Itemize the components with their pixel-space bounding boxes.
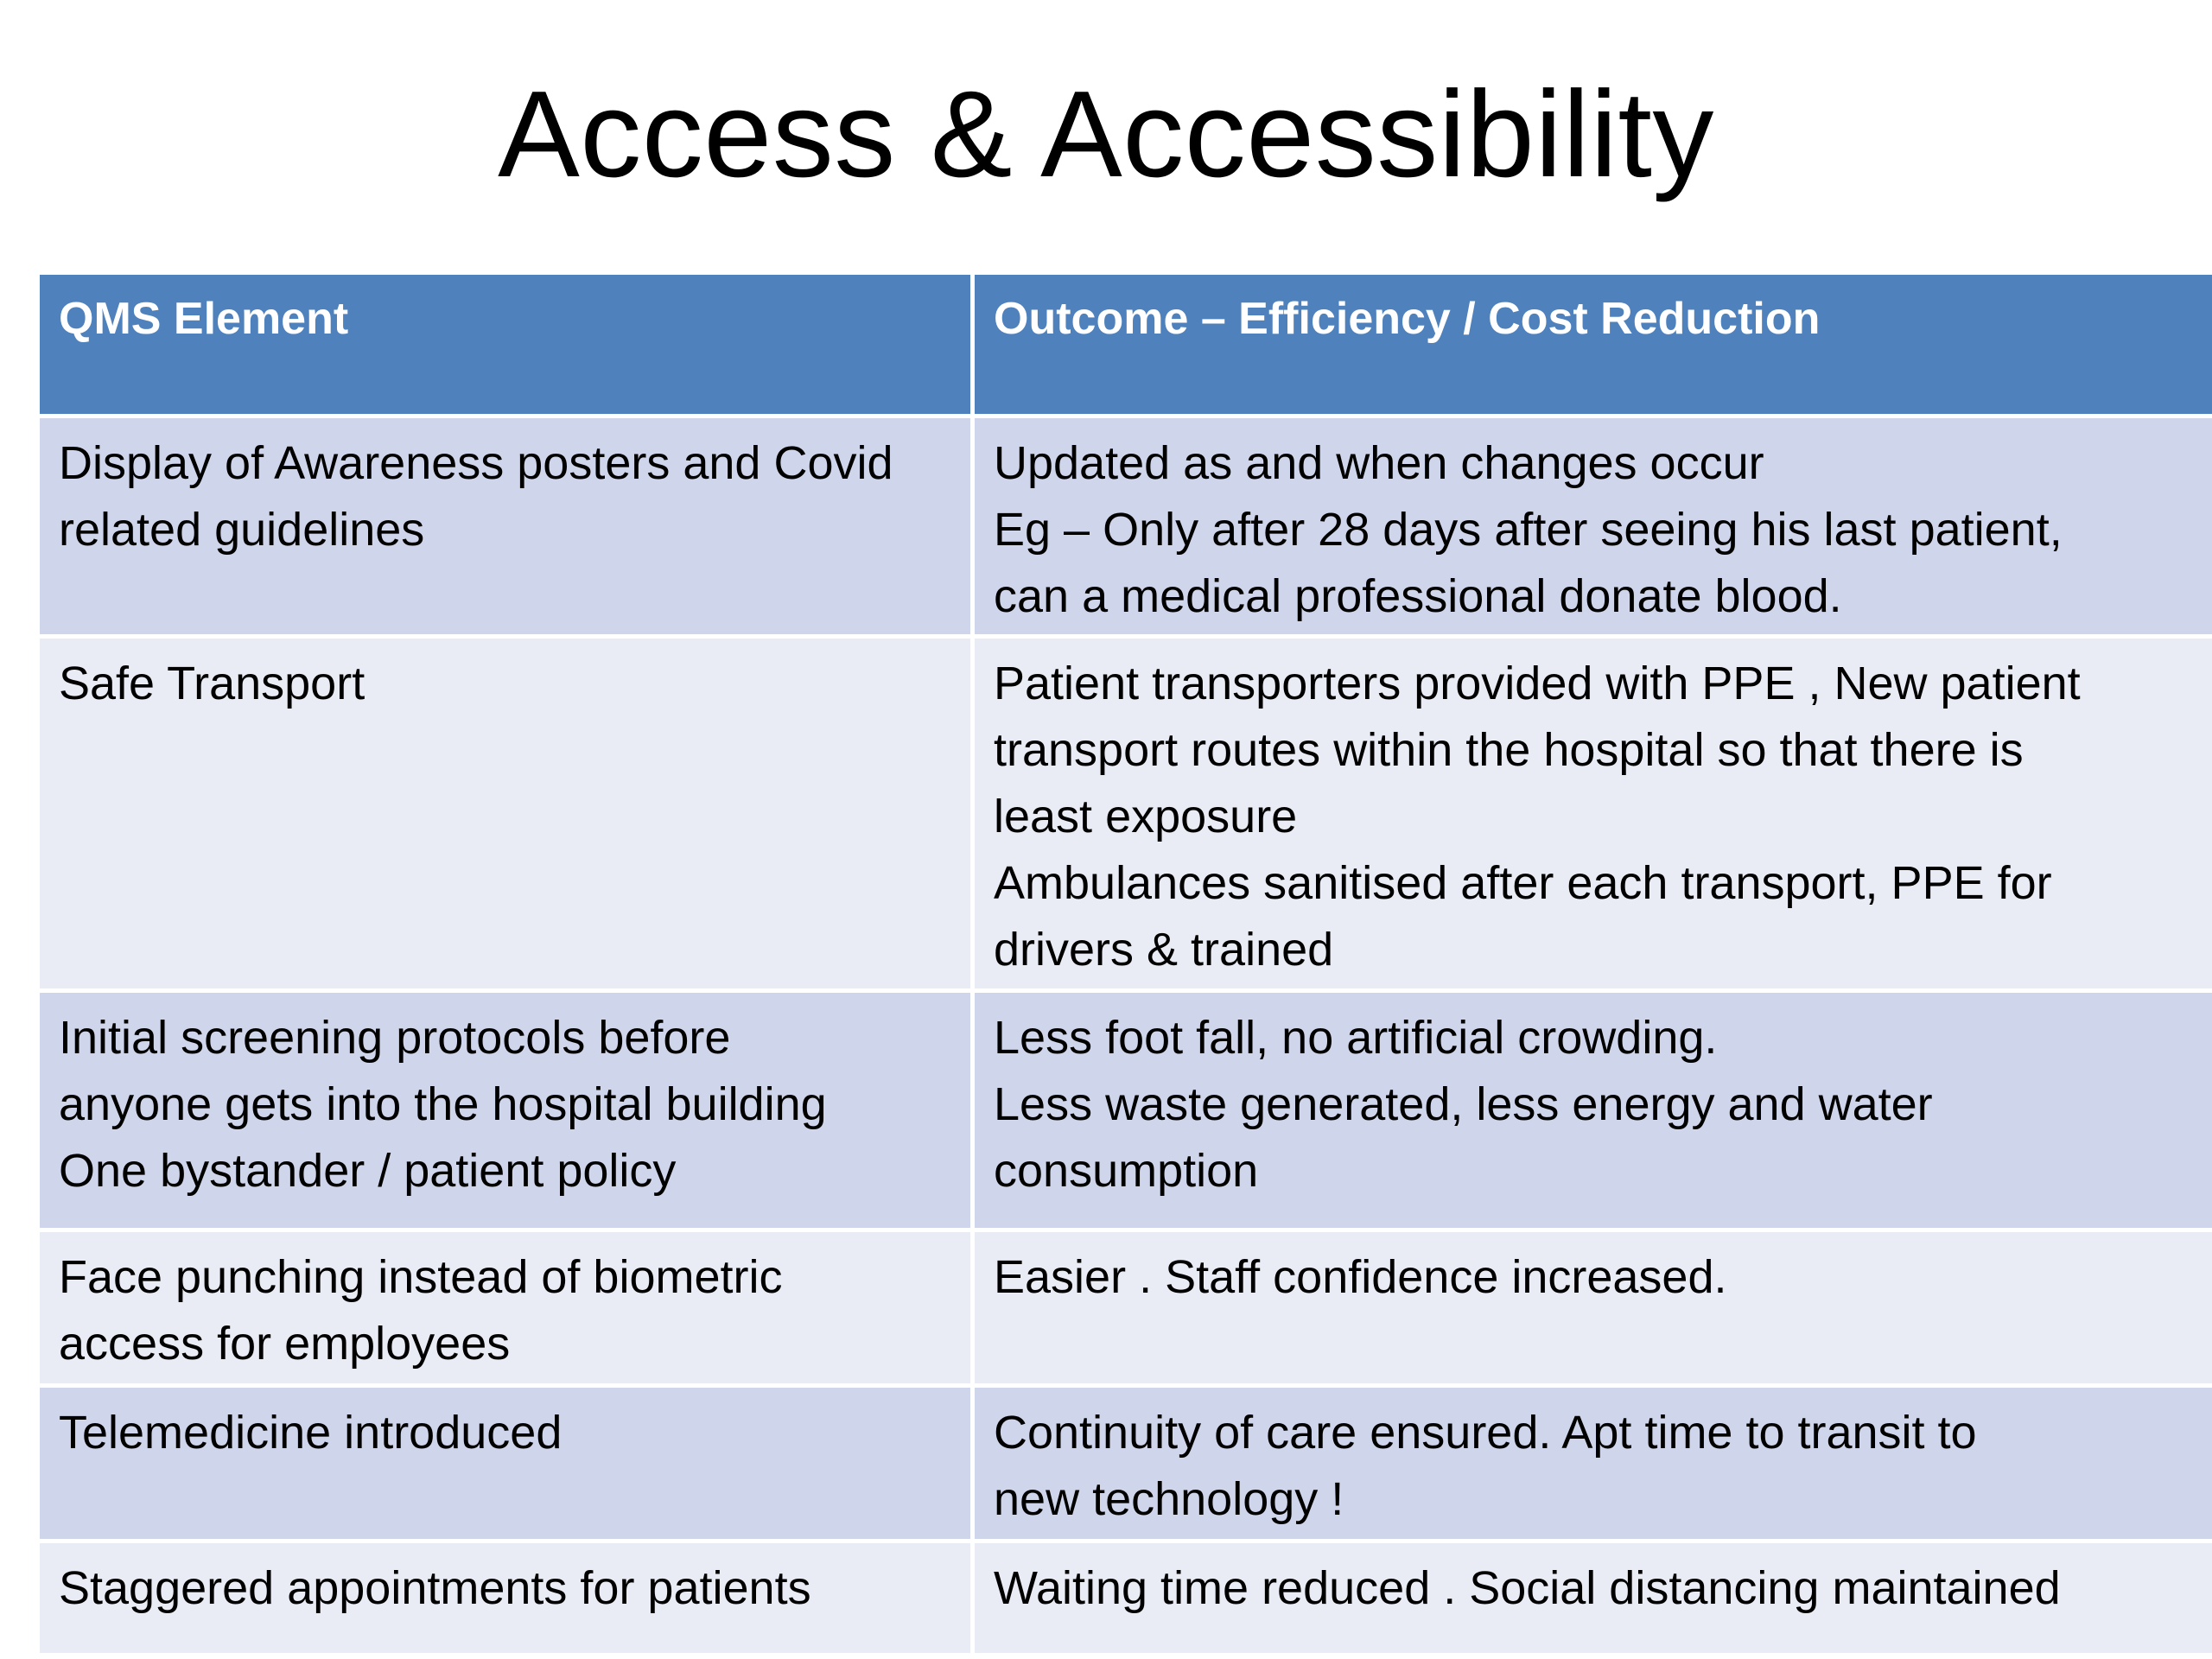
cell-line: Telemedicine introduced	[59, 1407, 563, 1459]
cell-line: related guidelines	[59, 504, 425, 556]
cell-line: Face punching instead of biometric	[59, 1251, 783, 1303]
cell-line: new technology !	[994, 1473, 1344, 1525]
cell-line: Updated as and when changes occur	[994, 437, 1764, 489]
outcome-cell	[973, 637, 2212, 991]
cell-line: transport routes within the hospital so that there is	[994, 724, 2024, 776]
table-row	[38, 637, 2212, 991]
cell-line: drivers & trained	[994, 924, 1334, 976]
cell-line: One bystander / patient policy	[59, 1145, 677, 1197]
table-row	[38, 1386, 2212, 1541]
outcome-cell	[973, 416, 2212, 637]
cell-line: access for employees	[59, 1318, 511, 1370]
table-row	[38, 416, 2212, 637]
table-header-row	[38, 273, 2212, 416]
cell-line: Initial screening protocols before	[59, 1012, 731, 1064]
cell-line: Patient transporters provided with PPE , New patient	[994, 658, 2081, 709]
cell-line: Safe Transport	[59, 658, 365, 709]
cell-line: Waiting time reduced . Social distancing maintained	[994, 1562, 2061, 1614]
outcome-cell	[973, 1541, 2212, 1656]
outcome-cell	[973, 991, 2212, 1230]
cell-line: least exposure	[994, 791, 1298, 842]
cell-line: Easier . Staff confidence increased.	[994, 1251, 1727, 1303]
qms-element-cell	[38, 991, 973, 1230]
qms-element-cell	[38, 1230, 973, 1386]
cell-line: Less foot fall, no artificial crowding.	[994, 1012, 1718, 1064]
qms-element-cell	[38, 637, 973, 991]
cell-line: Less waste generated, less energy and water	[994, 1078, 1933, 1130]
qms-element-cell	[38, 1386, 973, 1541]
slide-title: Access & Accessibility	[498, 66, 1714, 203]
cell-line: Eg – Only after 28 days after seeing his last patient,	[994, 504, 2063, 556]
cell-line: Continuity of care ensured. Apt time to transit to	[994, 1407, 1977, 1459]
table-row	[38, 1541, 2212, 1656]
cell-line: can a medical professional donate blood.	[994, 570, 1842, 622]
qms-element-cell	[38, 1541, 973, 1656]
cell-line: Ambulances sanitised after each transport, PPE for	[994, 857, 2052, 909]
qms-outcome-table	[35, 270, 2212, 1657]
cell-line: Display of Awareness posters and Covid	[59, 437, 893, 489]
table-row	[38, 1230, 2212, 1386]
cell-line: anyone gets into the hospital building	[59, 1078, 827, 1130]
header-qms-element: QMS Element	[38, 273, 973, 416]
outcome-cell	[973, 1230, 2212, 1386]
qms-element-cell	[38, 416, 973, 637]
outcome-cell	[973, 1386, 2212, 1541]
table-row	[38, 991, 2212, 1230]
cell-line: consumption	[994, 1145, 1259, 1197]
cell-line: Staggered appointments for patients	[59, 1562, 811, 1614]
header-outcome: Outcome – Efficiency / Cost Reduction	[973, 273, 2212, 416]
